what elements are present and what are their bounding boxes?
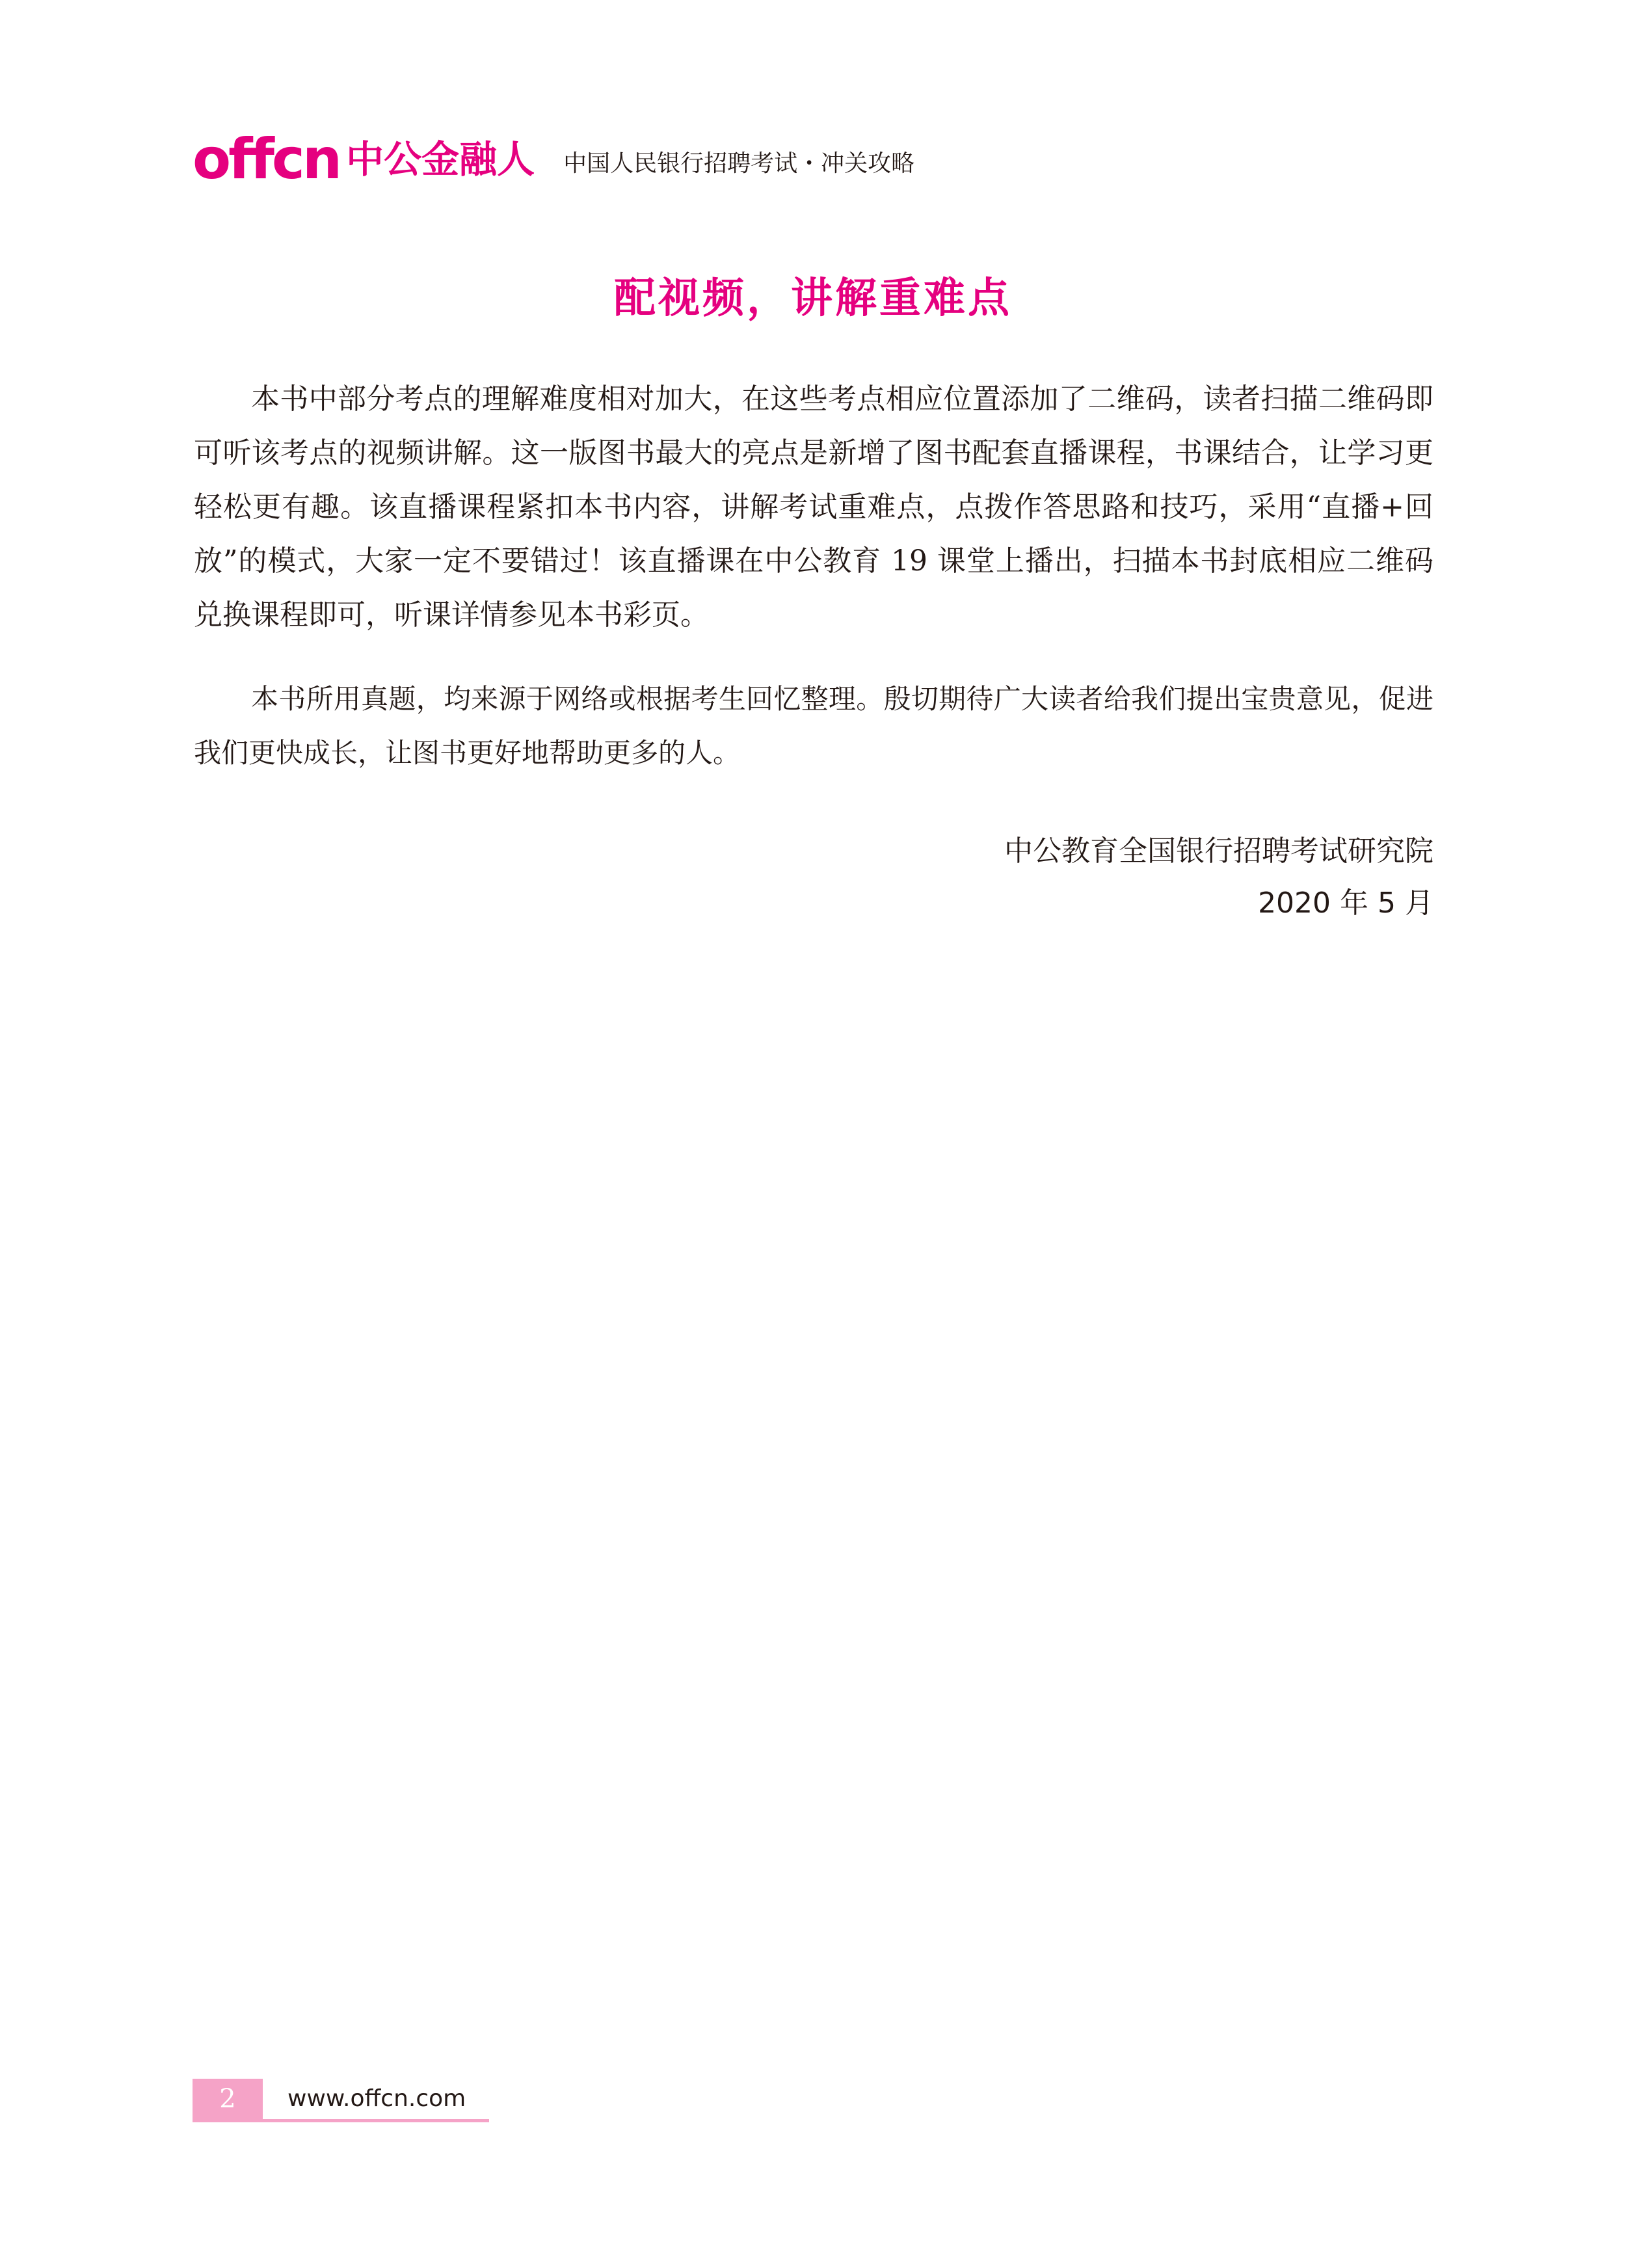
page-number: 2 — [193, 2079, 263, 2119]
footer-divider — [193, 2119, 489, 2122]
brand-name-logo: 中公金融人 — [346, 137, 535, 181]
offcn-logo: offcn — [193, 127, 340, 192]
body-paragraph-video: 本书中部分考点的理解难度相对加大，在这些考点相应位置添加了二维码，读者扫描二维码即可听该考点的视频讲解。这一版图书最大的亮点是新增了图书配套直播课程，书课结合，让学习更轻松更有趣。该直播课程紧扣本书内容，讲解考试重难点，点拨作答思路和技巧，采用“直播+回放”的模式，大家一定不要错过！该直播课在中公教育 19 课堂上播出，扫描本书封底相应二维码兑换课程即可，听课详情参见本书彩页。 — [194, 382, 1433, 632]
signature-organization: 中公教育全国银行招聘考试研究院 — [1004, 834, 1433, 868]
book-series-title: 中国人民银行招聘考试・冲关攻略 — [563, 150, 915, 177]
page-footer — [193, 2079, 489, 2131]
signature-date: 2020 年 5 月 — [1258, 887, 1433, 920]
website-url: www.offcn.com — [287, 2085, 466, 2112]
body-paragraph-questions-source: 本书所用真题，均来源于网络或根据考生回忆整理。殷切期待广大读者给我们提出宝贵意见，促进我们更快成长，让图书更好地帮助更多的人。 — [194, 683, 1433, 769]
page-title: 配视频，讲解重难点 — [614, 274, 1012, 323]
page-header — [193, 124, 914, 195]
